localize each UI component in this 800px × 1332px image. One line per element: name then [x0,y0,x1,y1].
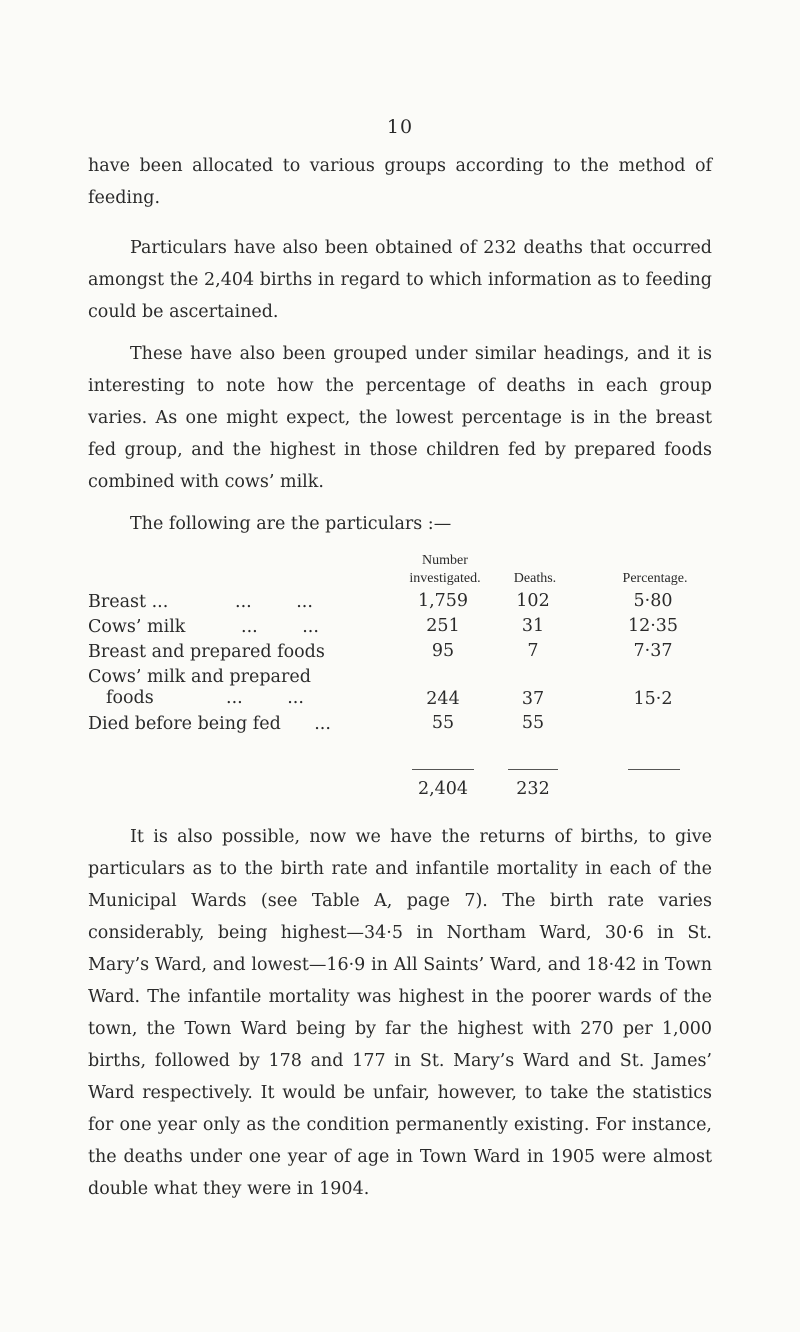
row-label: Breast and prepared foods [88,642,325,662]
cell-percentage: 12·35 [627,616,679,636]
cell-number: 95 [431,641,455,661]
total-rule-deaths [508,769,558,770]
cell-deaths: 7 [527,641,539,661]
row-label: Breast ... ... ... [88,592,313,612]
row-label-continued: foods ... ... [106,688,304,708]
cell-number: 244 [426,689,460,709]
paragraph-2: Particulars have also been obtained of 232 deaths that occurred amongst the 2,404 births in regard to which information as to feeding could be ascertained. [88,238,712,322]
header-number-line2: investigated. [409,571,481,586]
header-deaths: Deaths. [513,571,557,586]
paragraph-4: The following are the particulars :— [130,514,452,534]
cell-percentage: 7·37 [633,641,673,661]
row-label: Died before being fed ... [88,714,331,734]
cell-number: 55 [431,713,455,733]
cell-percentage: 5·80 [633,591,673,611]
total-rule-number [412,769,474,770]
total-deaths: 232 [516,779,550,799]
paragraph-3: These have also been grouped under similar headings, and it is interesting to note how the percentage of deaths in each group varies. As one might expect, the lowest percentage is in the breast fed group, and the highest in those children fed by prepared foods combined with cows’ milk. [88,344,712,492]
header-number-line1: Number [422,553,468,568]
paragraph-1: have been allocated to various groups according to the method of feeding. [88,156,712,208]
cell-deaths: 102 [516,591,550,611]
cell-deaths: 37 [521,689,545,709]
row-label: Cows’ milk and prepared [88,667,311,687]
header-percentage: Percentage. [622,571,688,586]
cell-number: 251 [426,616,460,636]
total-number: 2,404 [417,779,469,799]
total-rule-percentage [628,769,680,770]
cell-deaths: 31 [521,616,545,636]
cell-deaths: 55 [521,713,545,733]
closing-paragraph: It is also possible, now we have the returns of births, to give particulars as to the birth rate and infantile mortality in each of the Municipal Wards (see Table A, page 7). The birth rate varies considerably, being highest—34·5 in Northam Ward, 30·6 in St. Mary’s Ward, and lowest—16·9 in All Saints’ Ward, and 18·42 in Town Ward. The infantile mortality was highest in the poorer wards of the town, the Town Ward being by far the highest with 270 per 1,000 births, followed by 178 and 177 in St. Mary’s Ward and St. James’ Ward respectively. It would be unfair, however, to take the statistics for one year only as the condition permanently existing. For instance, the deaths under one year of age in Town Ward in 1905 were almost double what they were in 1904. [88,827,712,1199]
page-number: 10 [386,116,414,138]
cell-percentage: 15·2 [633,689,673,709]
row-label: Cows’ milk ... ... [88,617,319,637]
cell-number: 1,759 [417,591,469,611]
